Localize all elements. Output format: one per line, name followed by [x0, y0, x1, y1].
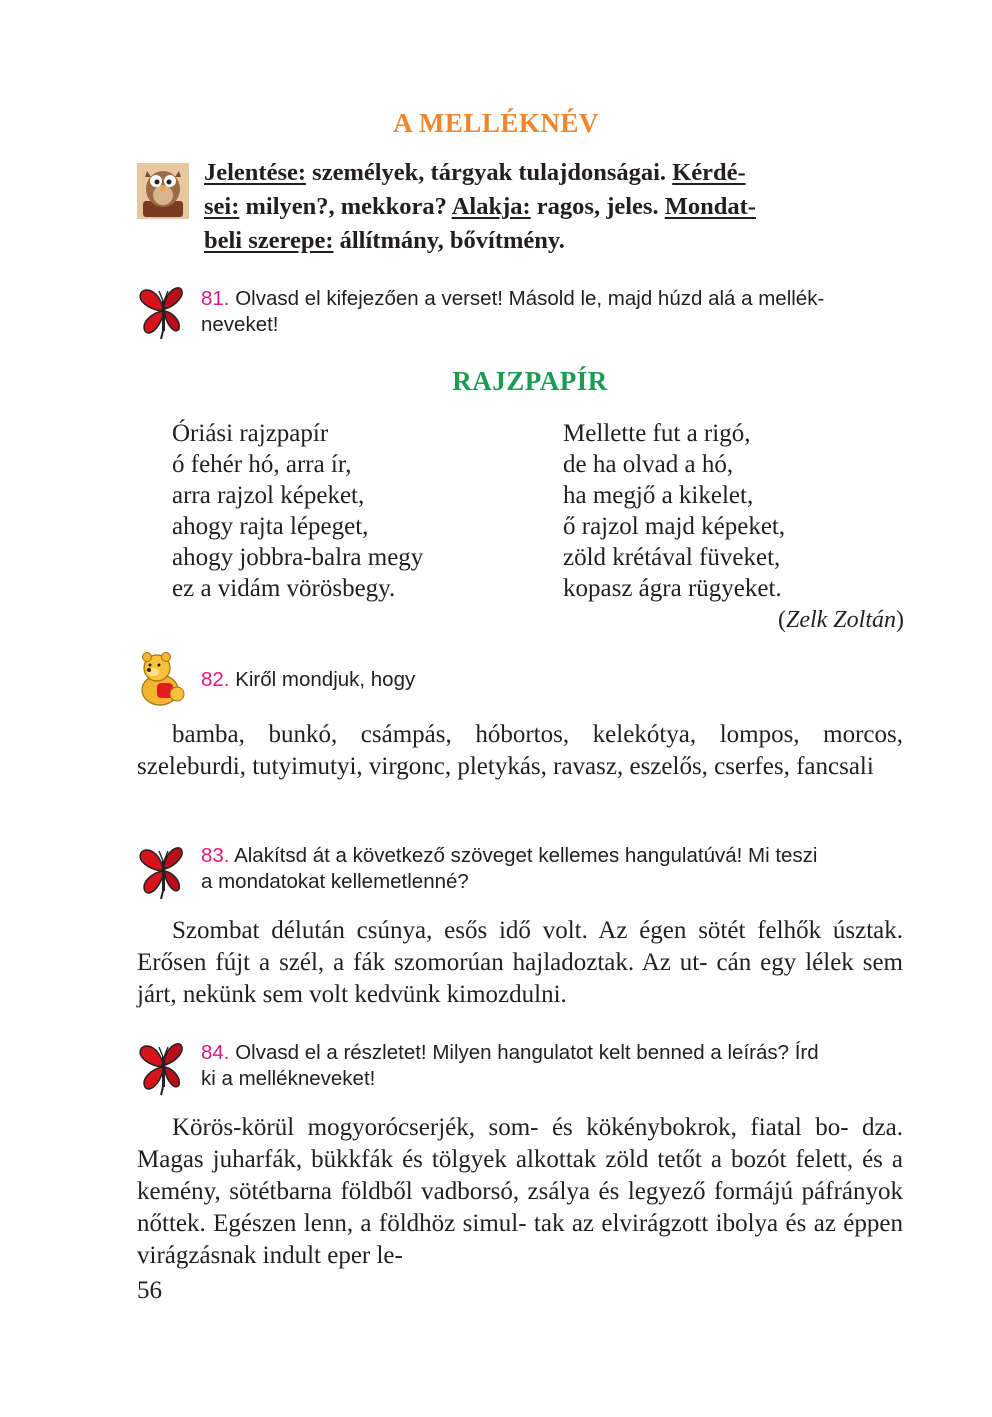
word-list [137, 719, 903, 783]
butterfly-icon [137, 843, 187, 901]
text-line: cán egy lélek sem járt, nekünk sem volt kedvünk kimozdulni. [137, 949, 904, 1008]
task-number: 84. [201, 1041, 230, 1064]
poem-line: zöld krétával füveket, [563, 544, 781, 571]
question-label-cont: sei: [204, 193, 240, 220]
question-label: Kérdé- [672, 159, 746, 186]
role-label-cont: beli szerepe: [204, 227, 334, 254]
definition-box [204, 156, 904, 258]
task-83-text [137, 915, 903, 1011]
poem-title: RAJZPAPÍR [452, 366, 608, 396]
section-heading: A MELLÉKNÉV [393, 108, 599, 138]
poem-author [778, 607, 904, 634]
form-label: Alakja: [451, 193, 531, 220]
text-line: Szombat délután csúnya, esős idő volt. Az égen sötét felhők [172, 917, 822, 944]
poem-line: de ha olvad a hó, [563, 451, 734, 478]
task-84 [201, 1040, 904, 1092]
paren-open: ( [777, 607, 786, 633]
meaning-label: Jelentése: [204, 159, 307, 186]
question-text: milyen?, mekkora? [239, 193, 452, 220]
task-text: Olvasd el a részletet! Milyen hangulatot kelt benned a leírás? Írd [235, 1041, 819, 1064]
text-line: úsztak. Erősen fújt a szél, a fák szomorúan hajladoztak. Az ut- [137, 917, 903, 976]
role-label: Mondat- [664, 193, 756, 220]
meaning-text: személyek, tárgyak tulajdonságai. [306, 159, 673, 186]
page-number: 56 [137, 1277, 162, 1304]
poem-line: ha megjő a kikelet, [563, 482, 754, 509]
task-text: Kiről mondjuk, hogy [235, 668, 416, 691]
task-text-cont: neveket! [201, 313, 279, 336]
poem-line: Mellette fut a rigó, [563, 420, 751, 447]
word-list-line: szeleburdi, tutyimutyi, virgonc, pletykás, ravasz, eszelős, cserfes, [137, 753, 790, 780]
butterfly-icon [137, 283, 187, 341]
task-number: 82. [201, 668, 230, 691]
paren-close: ) [896, 607, 904, 633]
poem-left-column [172, 418, 423, 604]
word-list-line: bamba, bunkó, csámpás, hóbortos, kelekótya, lompos, morcos, [172, 721, 903, 748]
poem-line: Óriási rajzpapír [172, 420, 329, 447]
winnie-the-pooh-icon [133, 650, 187, 706]
task-81 [201, 286, 904, 338]
text-line: Körös-körül mogyorócserjék, som- és kökénybokrok, fiatal bo- [172, 1114, 849, 1141]
owl-icon [137, 163, 189, 219]
text-line: dza. Magas juharfák, bükkfák és tölgyek alkottak zöld tetőt a [137, 1114, 903, 1173]
task-text-cont: ki a mellékneveket! [201, 1067, 376, 1090]
poem-line: arra rajzol képeket, [172, 482, 365, 509]
text-line: legyező formájú páfrányok nőttek. Egészen lenn, a földhöz simul- [137, 1178, 903, 1237]
poem-line: ez a vidám vörösbegy. [172, 575, 396, 602]
task-text: Alakítsd át a következő szöveget kellemes hangulatúvá! Mi teszi [234, 844, 818, 867]
poem-right-column [563, 418, 785, 604]
task-83 [201, 843, 904, 895]
word-list-line: fancsali [796, 753, 874, 780]
text-line: tak az elvirágzott ibolya és az éppen virágzásnak indult eper le- [137, 1210, 903, 1269]
text-line: bozót felett, és a kemény, sötétbarna földből vadborsó, zsálya és [137, 1146, 903, 1205]
task-text: Olvasd el kifejezően a verset! Másold le, majd húzd alá a mellék- [235, 287, 825, 310]
task-number: 81. [201, 287, 230, 310]
form-text: ragos, jeles. [530, 193, 665, 220]
butterfly-icon [137, 1039, 187, 1097]
poem-line: ahogy rajta lépeget, [172, 513, 369, 540]
poem-line: ó fehér hó, arra ír, [172, 451, 352, 478]
task-82 [201, 667, 904, 693]
task-text-cont: a mondatokat kellemetlenné? [201, 870, 469, 893]
author-name: Zelk Zoltán [785, 607, 896, 633]
poem-line: ahogy jobbra-balra megy [172, 544, 424, 571]
poem-line: ő rajzol majd képeket, [563, 513, 786, 540]
task-84-text [137, 1112, 903, 1272]
task-number: 83. [201, 844, 230, 867]
role-text: állítmány, bővítmény. [333, 227, 565, 254]
poem-line: kopasz ágra rügyeket. [563, 575, 782, 602]
